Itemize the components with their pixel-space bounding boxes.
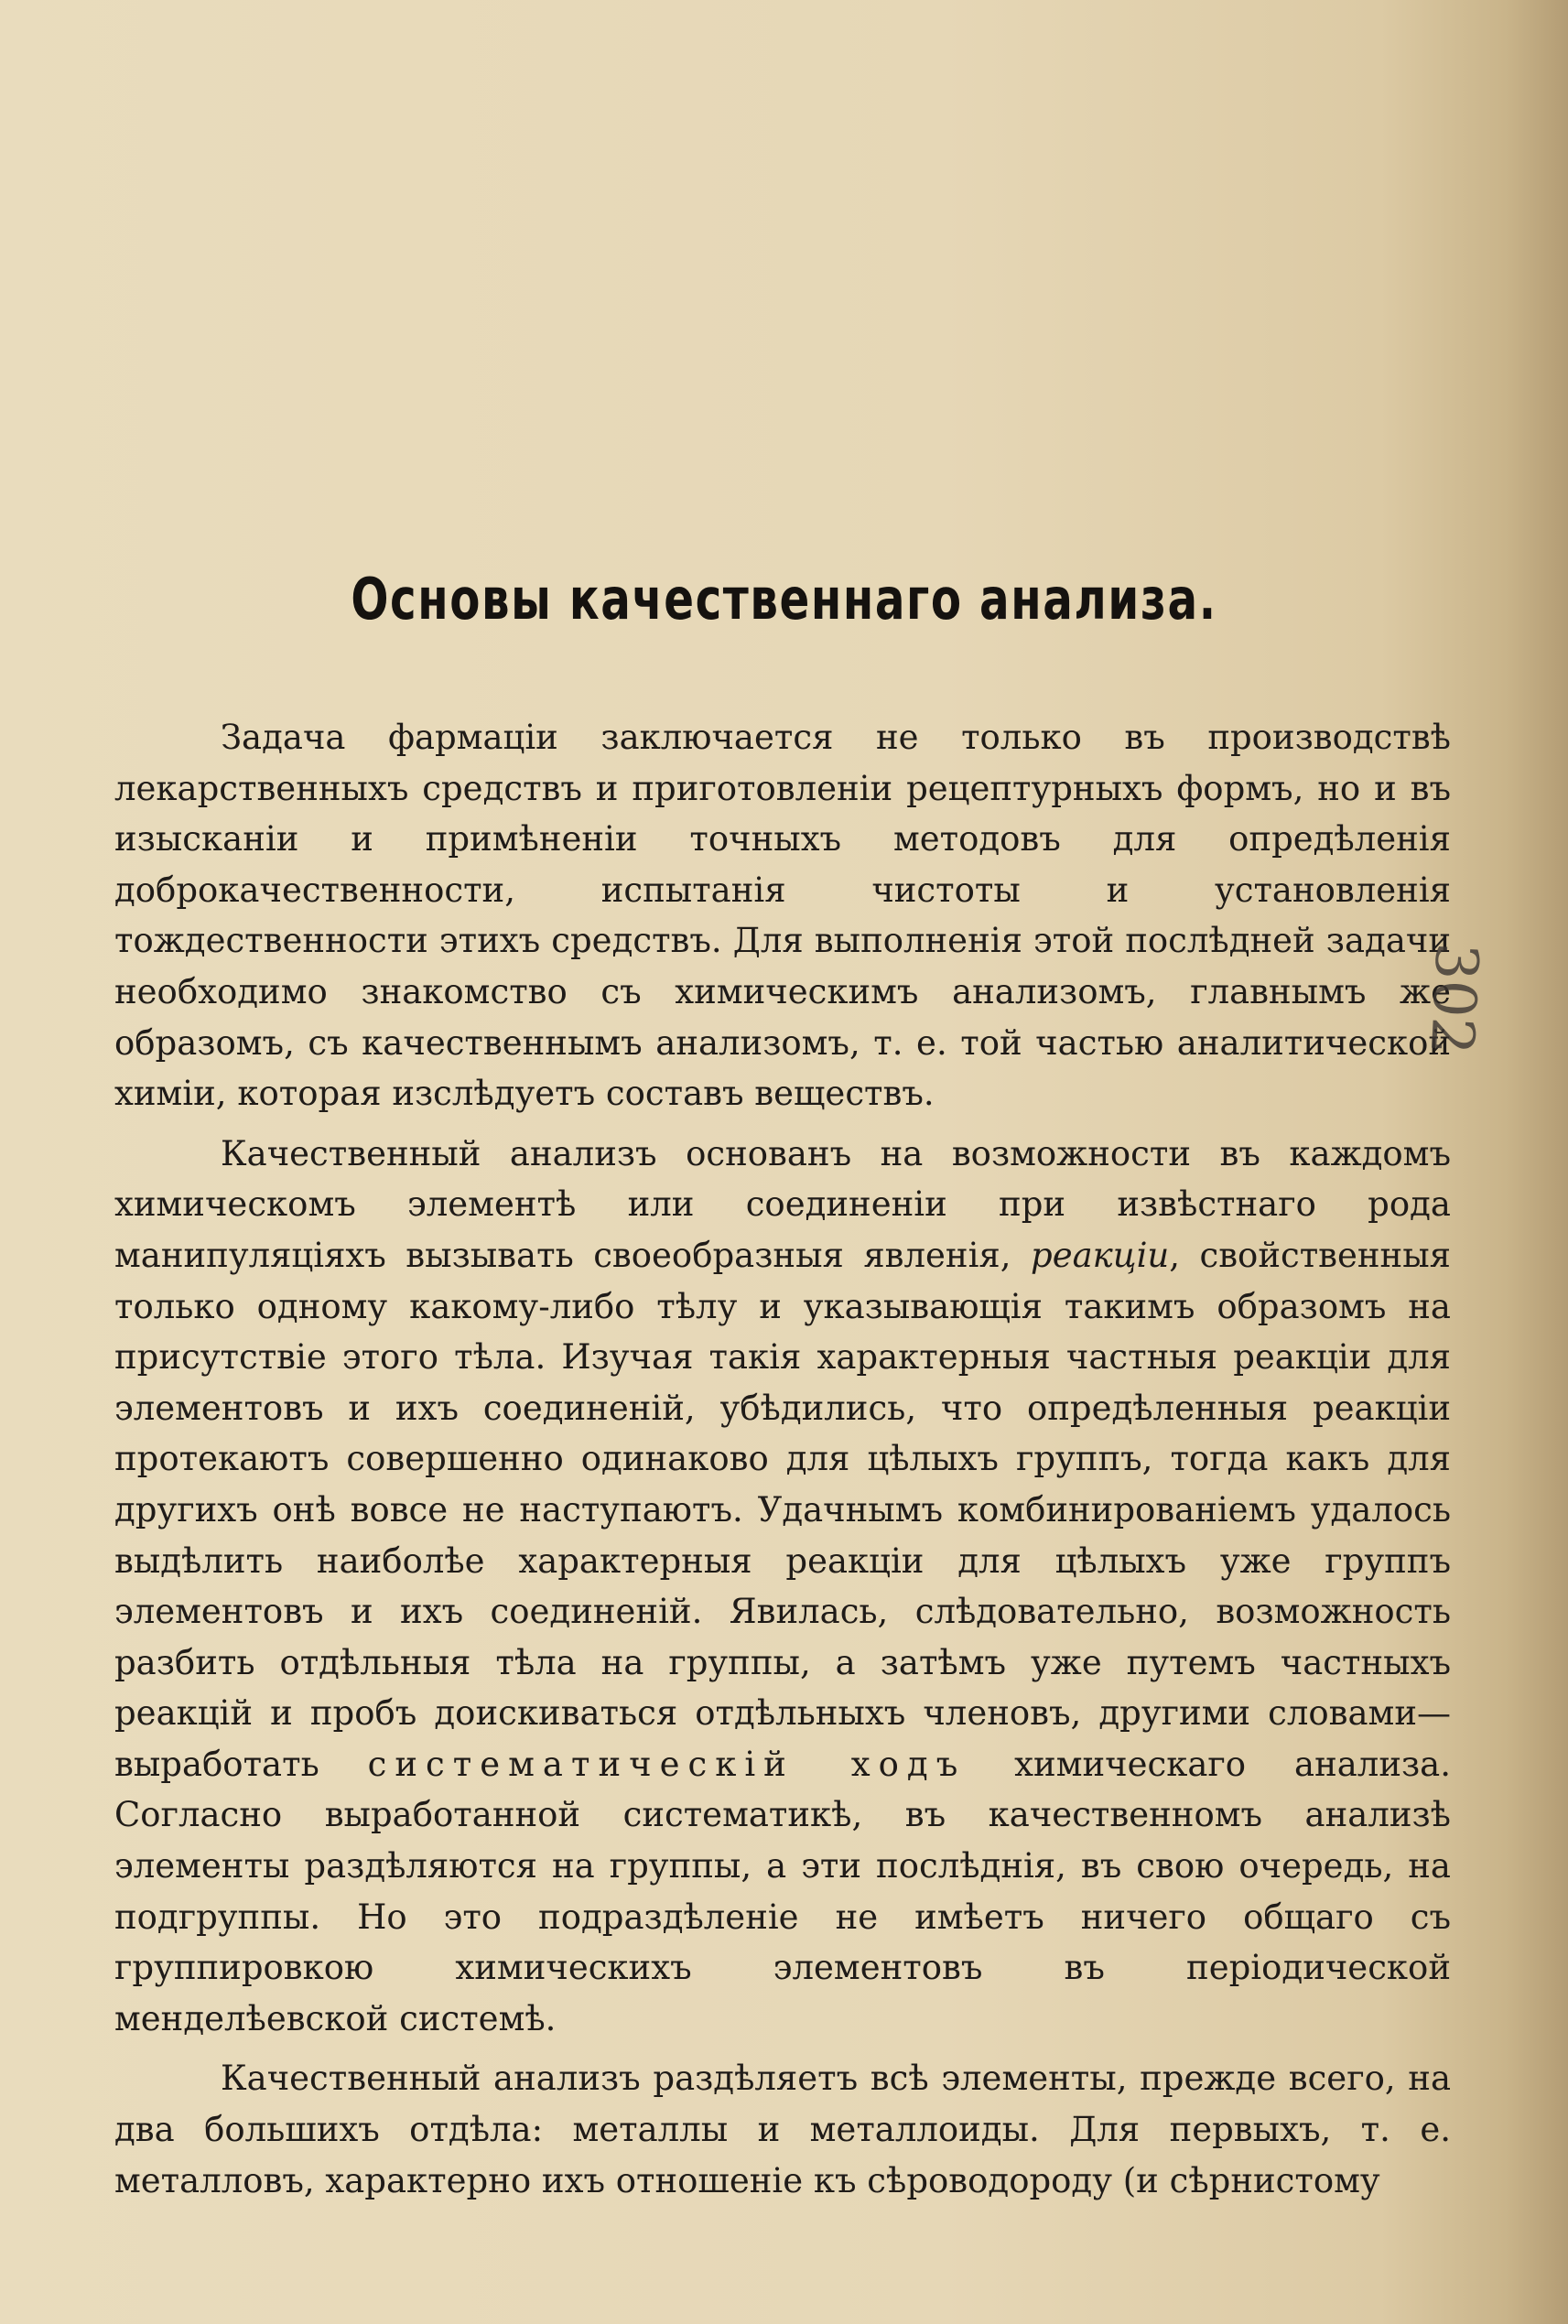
body-text bbox=[114, 712, 1451, 2215]
paragraph-2-text-end: химическаго анализа. Согласно выработанной систематикѣ, въ качественномъ анализѣ элементы раздѣляются на группы, а эти послѣднія, въ свою очередь, на подгруппы. Но это подраздѣленіе не имѣетъ ничего общаго съ группировкою химическихъ элементовъ въ періодической менделѣевской системѣ. bbox=[114, 1744, 1451, 2038]
spaced-term-systematic-course: систематическій ходъ bbox=[367, 1744, 967, 1784]
paragraph-2 bbox=[114, 1129, 1451, 2045]
margin-page-number: 302 bbox=[1416, 941, 1490, 1056]
italic-term-reactions: реакціи bbox=[1031, 1235, 1170, 1275]
paragraph-2-text-start: Качественный анализъ основанъ на возможности въ каждомъ химическомъ элементѣ или соединеніи при извѣстнаго рода манипуляціяхъ вызывать своеобразныя явленія, bbox=[114, 1133, 1451, 1275]
paragraph-3 bbox=[114, 2053, 1451, 2206]
paragraph-1-text: Задача фармаціи заключается не только въ производствѣ лекарственныхъ средствъ и приготовленіи рецептурныхъ формъ, но и въ изысканіи и примѣненіи точныхъ методовъ для опредѣленія доброкачественности, испытанія чистоты и установленія тождественности этихъ средствъ. Для выполненія этой послѣдней задачи необходимо знакомство съ химическимъ анализомъ, главнымъ же образомъ, съ качественнымъ анализомъ, т. е. той частью аналитической химіи, которая изслѣдуетъ составъ веществъ. bbox=[114, 718, 1451, 1114]
paragraph-2-text-middle: , свойственныя только одному какому-либо тѣлу и указывающія такимъ образомъ на присутствіе этого тѣла. Изучая такія характерныя частныя реакціи для элементовъ и ихъ соединеній, убѣдились, что опредѣленныя реакціи протекаютъ совершенно одинаково для цѣлыхъ группъ, тогда какъ для другихъ онѣ вовсе не наступаютъ. Удачнымъ комбинированіемъ удалось выдѣлить наиболѣе характерныя реакціи для цѣлыхъ уже группъ элементовъ и ихъ соединеній. Явилась, слѣдовательно, возможность разбить отдѣльныя тѣла на группы, а затѣмъ уже путемъ частныхъ реакцій и пробъ доискиваться отдѣльныхъ членовъ, другими словами—выработать bbox=[114, 1235, 1452, 1784]
page-title: Основы качественнаго анализа. bbox=[351, 566, 1217, 632]
paragraph-3-text: Качественный анализъ раздѣляетъ всѣ элементы, прежде всего, на два большихъ отдѣла: металлы и металлоиды. Для первыхъ, т. е. металловъ, характерно ихъ отношеніе къ сѣроводороду (и сѣрнистому bbox=[114, 2059, 1451, 2200]
paragraph-1 bbox=[114, 712, 1451, 1119]
